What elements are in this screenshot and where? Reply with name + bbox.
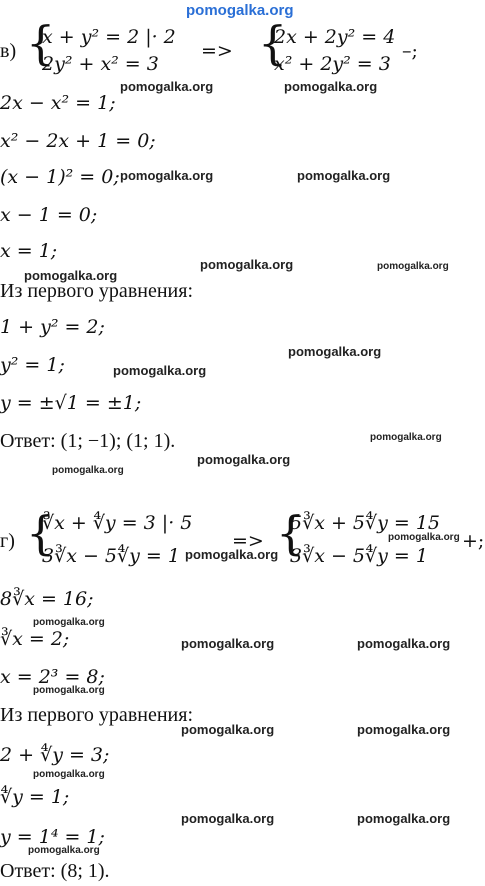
- answer-line: Ответ: (1; −1); (1; 1).: [0, 430, 176, 452]
- step-line: x − 1 = 0;: [0, 204, 98, 226]
- step-line: x = 2³ = 8;: [0, 666, 105, 688]
- watermark: pomogalka.org: [28, 845, 100, 856]
- system-1-line-1: x + y² = 2 |· 2: [42, 26, 176, 48]
- watermark: pomogalka.org: [24, 268, 118, 283]
- watermark: pomogalka.org: [357, 811, 451, 826]
- system-brace: {: [276, 506, 306, 560]
- step-line: 8∛x = 16;: [0, 588, 94, 610]
- system-2-line-1: 5∛x + 5∜y = 15: [290, 512, 441, 534]
- watermark: pomogalka.org: [297, 168, 391, 183]
- watermark: pomogalka.org: [370, 432, 442, 443]
- system-1-line-2: 2y² + x² = 3: [42, 53, 159, 75]
- watermark: pomogalka.org: [357, 722, 451, 737]
- system-brace: {: [26, 506, 56, 560]
- step-line: y = 1⁴ = 1;: [0, 826, 105, 848]
- system-operation: –;: [402, 40, 418, 62]
- step-line: 1 + y² = 2;: [0, 316, 105, 338]
- implies-arrow: =>: [232, 530, 264, 552]
- site-logo[interactable]: pomogalka.org: [186, 2, 294, 19]
- system-2-line-1: 2x + 2y² = 4: [274, 26, 396, 48]
- watermark: pomogalka.org: [200, 257, 294, 272]
- system-1-line-1: ∛x + ∜y = 3 |· 5: [42, 512, 193, 534]
- watermark: pomogalka.org: [388, 532, 460, 543]
- system-brace: {: [258, 16, 288, 70]
- watermark: pomogalka.org: [33, 769, 105, 780]
- watermark: pomogalka.org: [113, 363, 207, 378]
- step-line: y = ±√1 = ±1;: [0, 392, 142, 414]
- watermark: pomogalka.org: [120, 79, 214, 94]
- step-line: ∜y = 1;: [0, 786, 70, 808]
- implies-arrow: =>: [201, 40, 233, 62]
- part-g-label: г): [0, 530, 15, 552]
- watermark: pomogalka.org: [181, 636, 275, 651]
- step-line: (x − 1)² = 0;: [0, 166, 120, 188]
- watermark: pomogalka.org: [52, 465, 124, 476]
- system-brace: {: [26, 16, 56, 70]
- watermark: pomogalka.org: [33, 685, 105, 696]
- watermark: pomogalka.org: [181, 811, 275, 826]
- watermark: pomogalka.org: [181, 722, 275, 737]
- watermark: pomogalka.org: [377, 261, 449, 272]
- watermark: pomogalka.org: [120, 168, 214, 183]
- step-line: y² = 1;: [0, 354, 65, 376]
- answer-line: Ответ: (8; 1).: [0, 860, 110, 882]
- watermark: pomogalka.org: [284, 79, 378, 94]
- from-first-equation: Из первого уравнения:: [0, 280, 193, 302]
- system-2-line-2: 3∛x − 5∜y = 1: [290, 545, 428, 567]
- system-operation: +;: [462, 530, 485, 552]
- system-1-line-2: 3∛x − 5∜y = 1: [42, 545, 180, 567]
- system-2-line-2: x² + 2y² = 3: [274, 53, 391, 75]
- watermark: pomogalka.org: [185, 547, 279, 562]
- step-line: 2 + ∜y = 3;: [0, 744, 110, 766]
- watermark: pomogalka.org: [197, 452, 291, 467]
- part-v-label: в): [0, 40, 17, 62]
- step-line: x² − 2x + 1 = 0;: [0, 130, 156, 152]
- step-line: x = 1;: [0, 240, 58, 262]
- step-line: 2x − x² = 1;: [0, 92, 116, 114]
- watermark: pomogalka.org: [288, 344, 382, 359]
- watermark: pomogalka.org: [33, 617, 105, 628]
- step-line: ∛x = 2;: [0, 628, 70, 650]
- from-first-equation: Из первого уравнения:: [0, 704, 193, 726]
- watermark: pomogalka.org: [357, 636, 451, 651]
